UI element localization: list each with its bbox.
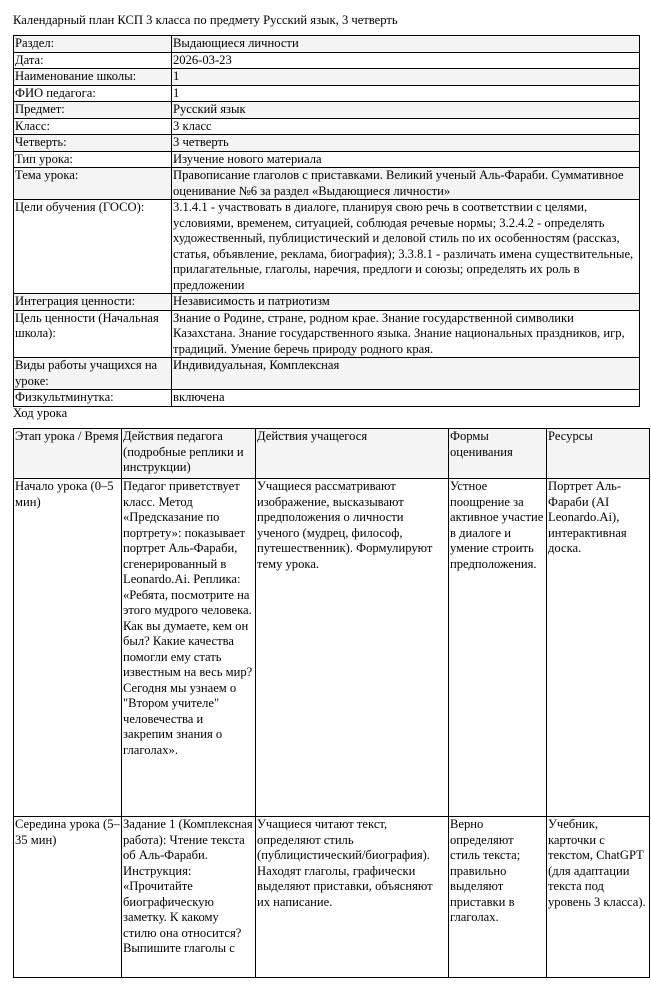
info-label: Раздел: <box>14 36 172 53</box>
lesson-progress-table <box>13 428 650 978</box>
teacher-actions-cell: Задание 1 (Комплексная работа): Чтение текста об Аль-Фараби. Инструкция: «Прочитайте биографическую заметку. К какому стилю она относится? Выпишите глаголы с <box>122 817 256 978</box>
info-value: 1 <box>172 85 640 102</box>
column-header-student: Действия учащегося <box>256 429 449 479</box>
info-value: включена <box>172 390 640 407</box>
column-header-stage: Этап урока / Время <box>14 429 122 479</box>
info-label: Четверть: <box>14 135 172 152</box>
column-header-resources: Ресурсы <box>547 429 650 479</box>
student-actions-cell: Учащиеся читают текст, определяют стиль (публицистический/биография). Находят глаголы, графически выделяют приставки, объясняют их написание. <box>256 817 449 978</box>
info-value: 3 четверть <box>172 135 640 152</box>
info-label: Наименование школы: <box>14 69 172 86</box>
info-value: 1 <box>172 69 640 86</box>
info-row <box>14 85 640 102</box>
info-value: 3.1.4.1 - участвовать в диалоге, планируя свою речь в соответствии с целями, условиями, временем, ситуацией, соблюдая речевые нормы; 3.2.4.2 - определять художественный, публицистический и деловой стиль по их особенностям (рассказ, статья, объявление, реклама, биография); 3.3.8.1 - различать имена существительные, прилагательные, глаголы, наречия, предлоги и союзы; определять их роль в предложении <box>172 200 640 294</box>
lesson-progress-heading: Ход урока <box>13 406 68 420</box>
info-row <box>14 118 640 135</box>
table-row <box>14 479 650 817</box>
info-row <box>14 135 640 152</box>
info-row <box>14 151 640 168</box>
info-value: Выдающиеся личности <box>172 36 640 53</box>
info-label: Физкультминутка: <box>14 390 172 407</box>
info-row <box>14 390 640 407</box>
info-label: ФИО педагога: <box>14 85 172 102</box>
teacher-actions-cell: Педагог приветствует класс. Метод «Предсказание по портрету»: показывает портрет Аль-Фараби, сгенерированный в Leonardo.Ai. Реплика: «Ребята, посмотрите на этого мудрого человека. Как вы думаете, кем он был? Какие качества помогли ему стать известным на весь мир? Сегодня мы узнаем о "Втором учителе" человечества и закрепим знания о глаголах». <box>122 479 256 817</box>
column-header-assessment: Формы оценивания <box>449 429 547 479</box>
info-value: Индивидуальная, Комплексная <box>172 358 640 390</box>
info-row <box>14 358 640 390</box>
lesson-info-table <box>13 35 640 407</box>
info-row <box>14 200 640 294</box>
info-label: Интеграция ценности: <box>14 294 172 311</box>
assessment-cell: Устное поощрение за активное участие в диалоге и умение строить предположения. <box>449 479 547 817</box>
info-row <box>14 69 640 86</box>
info-row <box>14 168 640 200</box>
info-row <box>14 52 640 69</box>
column-header-teacher: Действия педагога (подробные реплики и инструкции) <box>122 429 256 479</box>
resources-cell: Портрет Аль-Фараби (AI Leonardo.Ai), интерактивная доска. <box>547 479 650 817</box>
info-label: Тема урока: <box>14 168 172 200</box>
info-row <box>14 294 640 311</box>
info-row <box>14 36 640 53</box>
info-value: Русский язык <box>172 102 640 119</box>
info-value: Независимость и патриотизм <box>172 294 640 311</box>
info-label: Класс: <box>14 118 172 135</box>
info-label: Цели обучения (ГОСО): <box>14 200 172 294</box>
info-row <box>14 102 640 119</box>
table-header-row <box>14 429 650 479</box>
assessment-cell: Верно определяют стиль текста; правильно выделяют приставки в глаголах. <box>449 817 547 978</box>
info-value: 3 класс <box>172 118 640 135</box>
info-label: Тип урока: <box>14 151 172 168</box>
resources-cell: Учебник, карточки с текстом, ChatGPT (для адаптации текста под уровень 3 класса). <box>547 817 650 978</box>
info-row <box>14 310 640 358</box>
table-row <box>14 817 650 978</box>
info-value: 2026-03-23 <box>172 52 640 69</box>
student-actions-cell: Учащиеся рассматривают изображение, высказывают предположения о личности ученого (мудрец, философ, путешественник). Формулируют тему урока. <box>256 479 449 817</box>
stage-cell: Середина урока (5–35 мин) <box>14 817 122 978</box>
info-value: Правописание глаголов с приставками. Великий ученый Аль-Фараби. Суммативное оценивание №6 за раздел «Выдающиеся личности» <box>172 168 640 200</box>
page-title: Календарный план КСП 3 класса по предмету Русский язык, 3 четверть <box>13 13 398 27</box>
info-label: Цель ценности (Начальная школа): <box>14 310 172 358</box>
stage-cell: Начало урока (0–5 мин) <box>14 479 122 817</box>
info-label: Предмет: <box>14 102 172 119</box>
info-value: Знание о Родине, стране, родном крае. Знание государственной символики Казахстана. Знание государственного языка. Знание национальных праздников, игр, традиций. Умение беречь природу родного края. <box>172 310 640 358</box>
info-value: Изучение нового материала <box>172 151 640 168</box>
info-label: Виды работы учащихся на уроке: <box>14 358 172 390</box>
info-label: Дата: <box>14 52 172 69</box>
